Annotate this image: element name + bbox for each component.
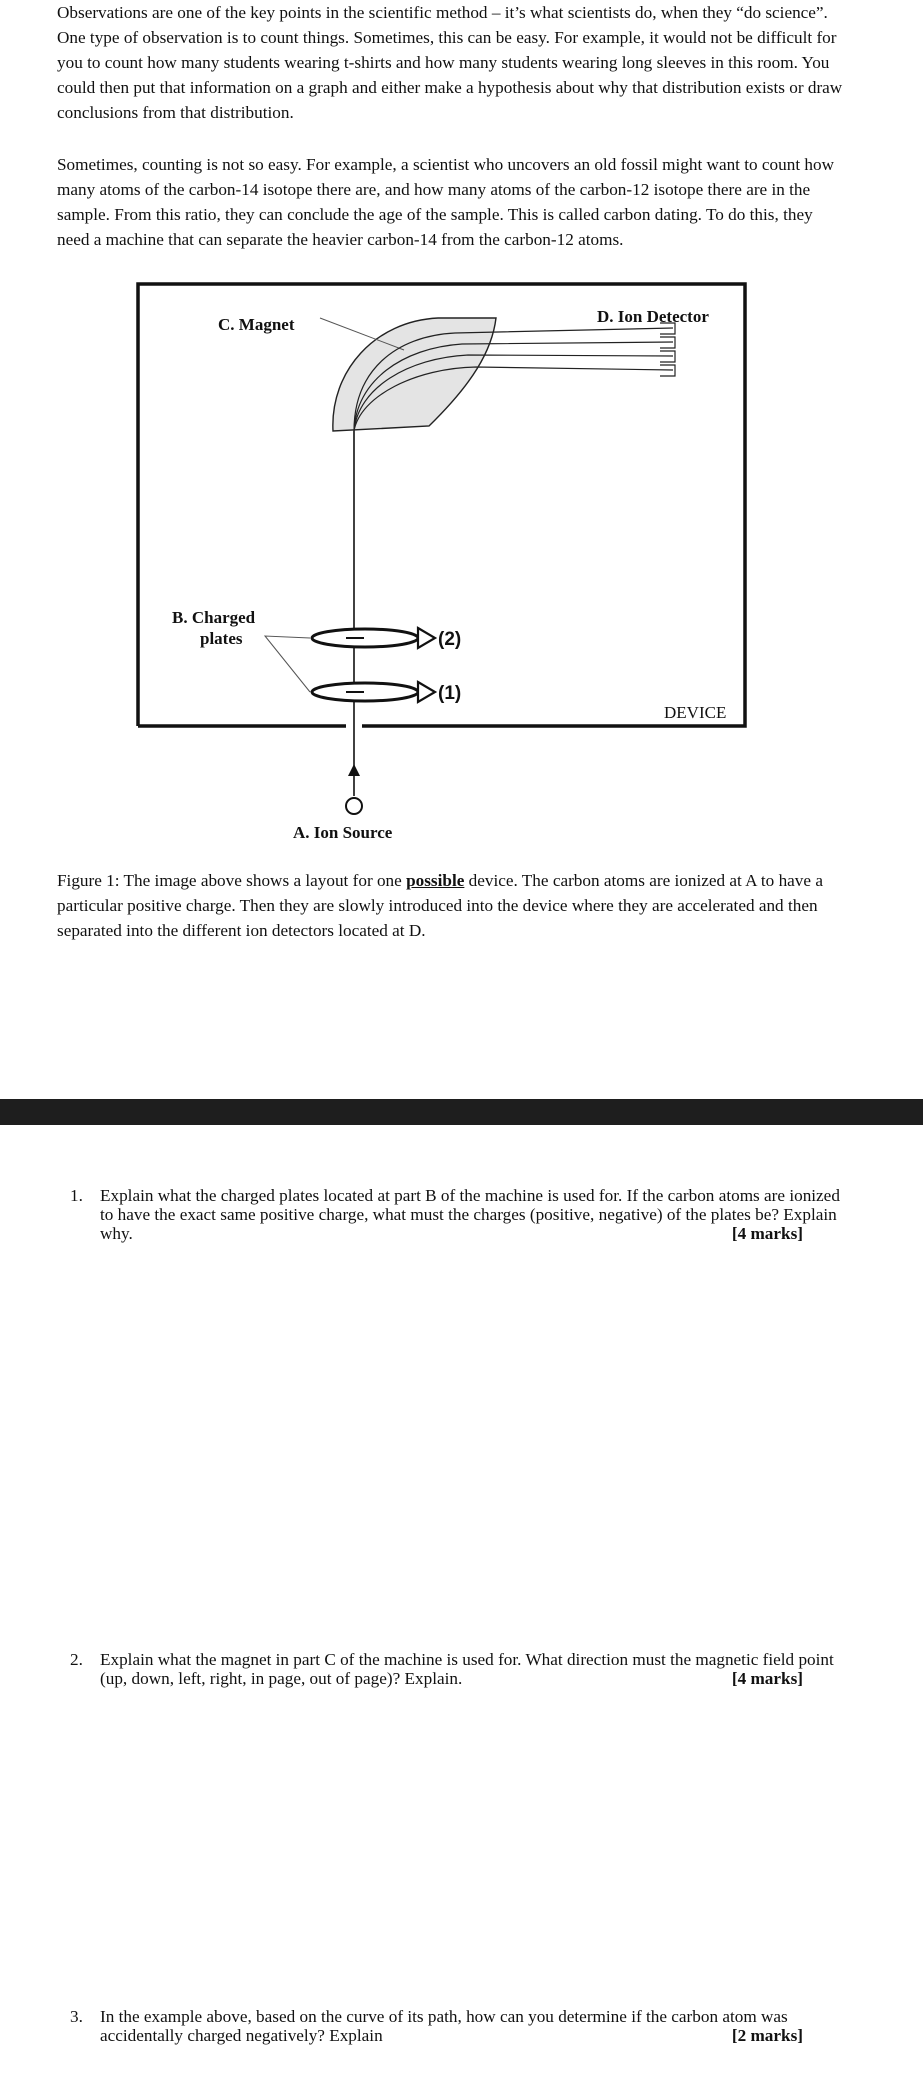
question-text: Explain what the charged plates located at part B of the machine is used for. If the carbon atoms are ionized to have the exact same positive charge, what must the charges (positive, negative) of the plates be? Explain why. — [100, 1186, 840, 1243]
question-1 — [70, 1186, 850, 1246]
ion-source-arrow — [348, 764, 360, 776]
question-marks: [2 marks] — [731, 2026, 803, 2045]
label-charged-plates: B. Charged — [172, 608, 256, 627]
label-plate-2: (2) — [438, 629, 462, 650]
question-text: Explain what the magnet in part C of the machine is used for. What direction must the magnetic field point (up, down, left, right, in page, out of page)? Explain. — [100, 1650, 834, 1688]
intro-paragraph-2: Sometimes, counting is not so easy. For example, a scientist who uncovers an old fossil might want to count how many atoms of the carbon-14 isotope there are, and how many atoms of the carbon-12 isotope there are in the sample. From this ratio, they can conclude the age of the sample. This is called carbon dating. To do this, they need a machine that can separate the heavier carbon-14 from the carbon-12 atoms. — [57, 155, 834, 249]
question-marks: [4 marks] — [731, 1224, 803, 1243]
question-number: 1. — [70, 1186, 83, 1205]
label-plate-1: (1) — [438, 683, 462, 704]
question-marks: [4 marks] — [731, 1669, 803, 1688]
caption-emphasis: possible — [406, 871, 465, 890]
separator-band — [0, 1099, 923, 1125]
question-number: 2. — [70, 1650, 83, 1669]
label-ion-detector: D. Ion Detector — [597, 307, 709, 326]
question-number: 3. — [70, 2007, 83, 2026]
charged-plate-1 — [312, 682, 435, 702]
label-magnet: C. Magnet — [218, 315, 295, 334]
charged-plate-2 — [312, 628, 435, 648]
magnet-region — [333, 318, 496, 431]
figure-caption — [57, 868, 857, 943]
device-figure — [120, 276, 760, 856]
label-ion-source: A. Ion Source — [293, 823, 393, 842]
question-2 — [70, 1650, 850, 1690]
label-device: DEVICE — [664, 703, 727, 722]
intro-paragraph-1: Observations are one of the key points in the scientific method – it’s what scientists do, when they “do science”. One type of observation is to count things. Sometimes, this can be easy. For example, it would not be difficult for you to count how many students wearing t-shirts and how many students wearing long sleeves in this room. You could then put that information on a graph and either make a hypothesis about why that distribution exists or draw conclusions from that distribution. — [57, 3, 843, 122]
charged-plates-leader — [265, 636, 310, 692]
question-text: In the example above, based on the curve of its path, how can you determine if the carbon atom was accidentally charged negatively? Explain — [100, 2007, 788, 2045]
question-3 — [70, 2007, 850, 2047]
caption-before: Figure 1: The image above shows a layout for one — [57, 871, 407, 890]
label-charged-plates-2: plates — [200, 629, 243, 648]
ion-source-circle — [346, 798, 362, 814]
caption-after: device. The carbon atoms are ionized at A to have a particular positive charge. Then they are slowly introduced into the device where they are accelerated and then separated into the different ion detectors located at D. — [57, 871, 823, 940]
ion-detector — [660, 323, 675, 376]
